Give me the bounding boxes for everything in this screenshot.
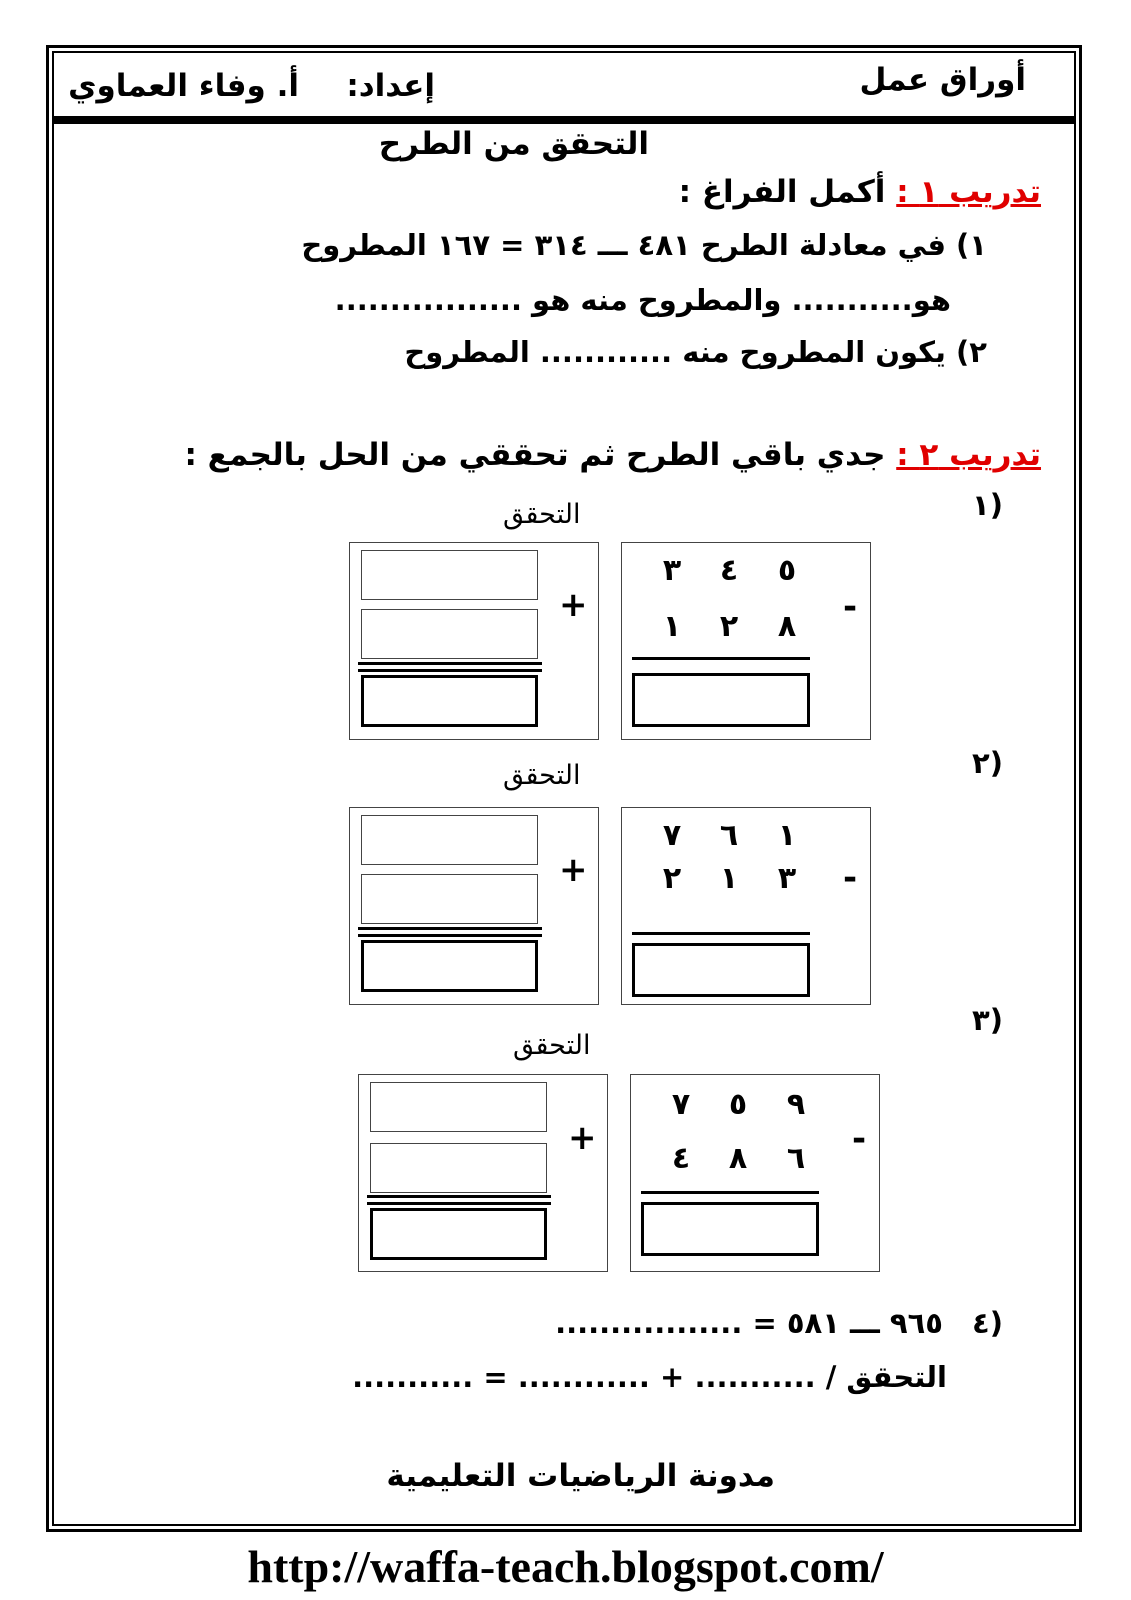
- digit: ١: [777, 818, 797, 853]
- double-line: [358, 927, 542, 930]
- problem2-check-box: [349, 807, 599, 1005]
- exercise1-instruction: أكمل الفراغ :: [678, 174, 886, 210]
- blog-name: مدونة الرياضيات التعليمية: [386, 1458, 775, 1494]
- digit: ٨: [777, 609, 797, 644]
- plus-sign: +: [568, 1118, 597, 1158]
- problem1-subtraction-box: [621, 542, 871, 740]
- answer-cell[interactable]: [361, 550, 538, 600]
- double-line: [358, 669, 542, 672]
- exercise2-label: تدريب ٢ :: [896, 437, 1041, 473]
- exercise1-label: تدريب ١ :: [896, 174, 1041, 210]
- problem1-check-box: [349, 542, 599, 740]
- digit: ٢: [719, 609, 739, 644]
- answer-cell[interactable]: [361, 874, 538, 924]
- exercise1-line2: هو........... والمطروح منه هو .................: [334, 283, 951, 317]
- digit: ٤: [719, 553, 739, 588]
- problem3-number: ٣): [972, 1003, 1003, 1037]
- question4-number: ٤): [972, 1306, 1003, 1340]
- double-line: [358, 934, 542, 937]
- digit: ٣: [777, 861, 797, 896]
- problem2-check-label: التحقق: [503, 760, 581, 791]
- double-line: [358, 662, 542, 665]
- answer-cell[interactable]: [361, 940, 538, 992]
- question4-check-line: التحقق / ........... + ............ = ...........: [352, 1360, 947, 1394]
- digit: ٨: [728, 1141, 748, 1176]
- digit: ٦: [786, 1141, 806, 1176]
- problem1-number: ١): [972, 488, 1003, 522]
- problem2-subtraction-box: [621, 807, 871, 1005]
- answer-cell[interactable]: [370, 1143, 547, 1193]
- digit: ٤: [671, 1141, 691, 1176]
- digit: ٩: [786, 1087, 806, 1122]
- plus-sign: +: [559, 585, 588, 625]
- question4-equation: ٩٦٥ ـــ ٥٨١ = .................: [555, 1306, 943, 1340]
- problem2-number: ٢): [972, 746, 1003, 780]
- answer-cell[interactable]: [370, 1208, 547, 1260]
- answer-cell[interactable]: [361, 815, 538, 865]
- problem1-check-label: التحقق: [503, 499, 581, 530]
- result-line: [632, 932, 810, 935]
- digit: ٦: [719, 818, 739, 853]
- exercise1-line3: ٢) يكون المطروح منه ............ المطروح: [404, 335, 987, 369]
- plus-sign: +: [559, 850, 588, 890]
- minus-sign: -: [843, 587, 858, 627]
- exercise2-header: [184, 437, 1041, 473]
- problem3-check-label: التحقق: [513, 1030, 591, 1061]
- exercise1-header: [679, 174, 1041, 210]
- answer-cell[interactable]: [632, 943, 810, 997]
- header-divider: [54, 116, 1074, 124]
- answer-cell[interactable]: [361, 609, 538, 659]
- prepared-label: إعداد:: [346, 68, 435, 104]
- lesson-title: التحقق من الطرح: [378, 126, 649, 162]
- digit: ٧: [662, 818, 682, 853]
- minus-sign: -: [852, 1119, 867, 1159]
- worksheet-title: أوراق عمل: [859, 62, 1026, 98]
- double-line: [367, 1202, 551, 1205]
- answer-cell[interactable]: [370, 1082, 547, 1132]
- double-line: [367, 1195, 551, 1198]
- digit: ٥: [728, 1087, 748, 1122]
- digit: ٢: [662, 861, 682, 896]
- problem3-check-box: [358, 1074, 608, 1272]
- answer-cell[interactable]: [632, 673, 810, 727]
- digit: ١: [719, 861, 739, 896]
- problem3-subtraction-box: [630, 1074, 880, 1272]
- result-line: [641, 1191, 819, 1194]
- exercise2-instruction: جدي باقي الطرح ثم تحققي من الحل بالجمع :: [184, 437, 886, 473]
- digit: ٧: [671, 1087, 691, 1122]
- blog-url-link[interactable]: http://waffa-teach.blogspot.com/: [247, 1541, 884, 1592]
- digit: ١: [662, 609, 682, 644]
- exercise1-line1: ١) في معادلة الطرح ٤٨١ ـــ ٣١٤ = ١٦٧ المطروح: [301, 228, 987, 262]
- author-name: أ. وفاء العماوي: [68, 68, 299, 104]
- digit: ٥: [777, 553, 797, 588]
- digit: ٣: [662, 553, 682, 588]
- result-line: [632, 657, 810, 660]
- answer-cell[interactable]: [361, 675, 538, 727]
- minus-sign: -: [843, 858, 858, 898]
- answer-cell[interactable]: [641, 1202, 819, 1256]
